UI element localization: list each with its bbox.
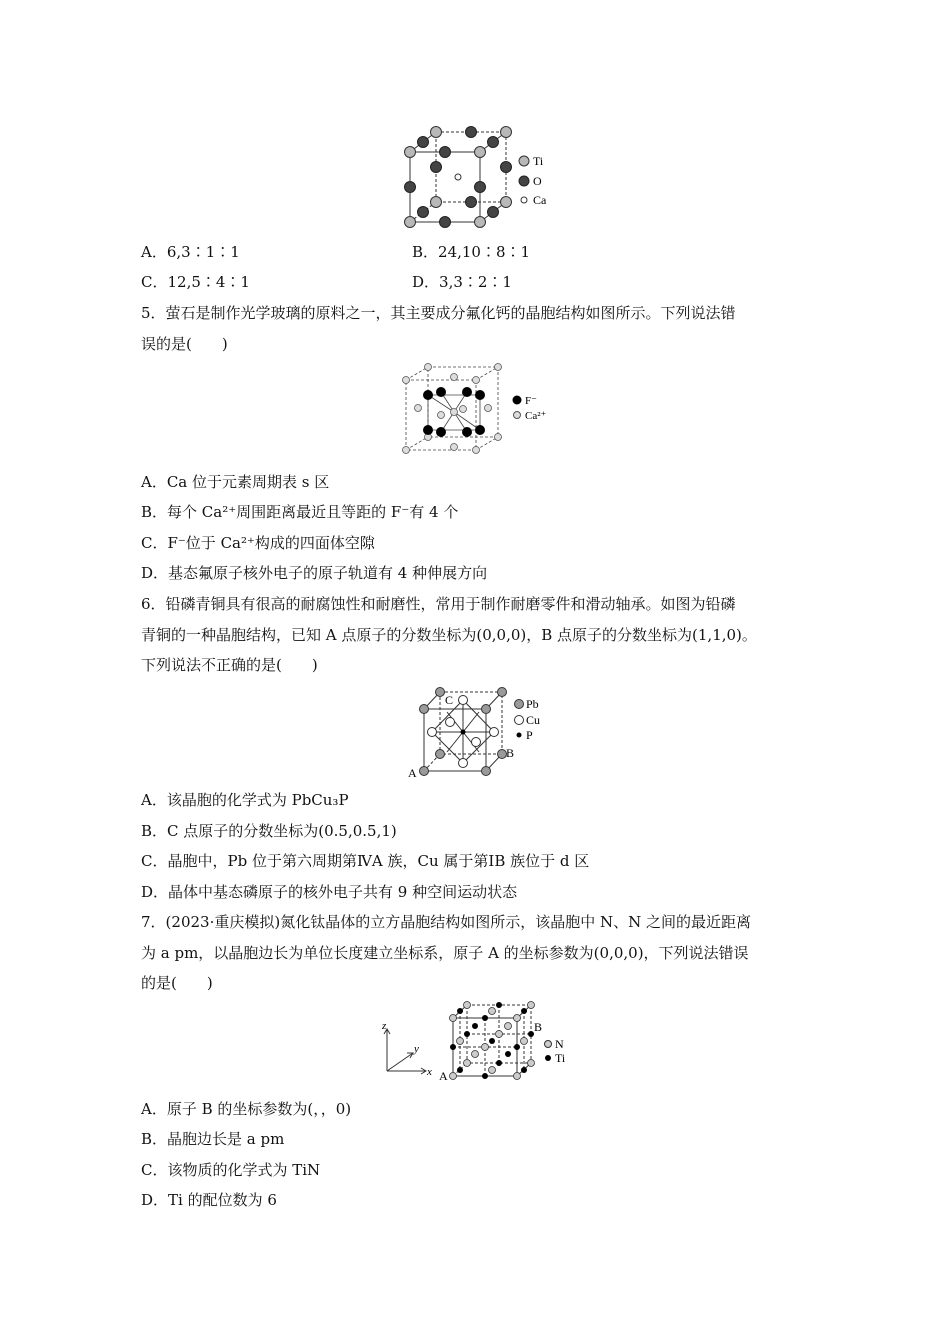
legend-cu-label: Cu [526, 713, 541, 727]
q6-stem-line2: 青铜的一种晶胞结构，已知 A 点原子的分数坐标为(0,0,0)，B 点原子的分数坐标为(1,1,0)。 [141, 626, 757, 644]
q5-crystal-figure [398, 362, 558, 462]
q4-option-a[interactable]: A．6,3∶1∶1 [141, 243, 240, 261]
q7-stem-line3: 的是( ) [141, 974, 213, 992]
q5-stem-line1: 5．萤石是制作光学玻璃的原料之一，其主要成分氟化钙的晶胞结构如图所示。下列说法错 [141, 304, 736, 322]
q4-crystal-figure [398, 122, 568, 232]
q6-option-c[interactable]: C．晶胞中，Pb 位于第六周期第ⅣA 族，Cu 属于第ⅠB 族位于 d 区 [141, 852, 590, 870]
legend-pb-marker [515, 700, 524, 709]
q6-label-b: B [506, 746, 515, 760]
q7-option-d[interactable]: D．Ti 的配位数为 6 [141, 1191, 277, 1209]
q7-crystal-figure [375, 998, 585, 1088]
legend-f-marker [513, 396, 522, 405]
q7-option-c[interactable]: C．该物质的化学式为 TiN [141, 1161, 321, 1179]
q7-option-a[interactable]: A．原子 B 的坐标参数为(，，0) [141, 1100, 352, 1118]
q7-axis-y: y [414, 1043, 419, 1055]
legend-n-marker [545, 1041, 552, 1048]
q6-option-d[interactable]: D．晶体中基态磷原子的核外电子共有 9 种空间运动状态 [141, 883, 518, 901]
legend-cu-marker [515, 716, 524, 725]
legend-p-marker [517, 733, 522, 738]
legend-ti-dot-marker [545, 1055, 551, 1061]
q7-option-b[interactable]: B．晶胞边长是 a pm [141, 1130, 285, 1148]
q5-option-a[interactable]: A．Ca 位于元素周期表 s 区 [141, 473, 330, 491]
q4-option-b[interactable]: B．24,10∶8∶1 [412, 243, 531, 261]
q5-stem-line2: 误的是( ) [141, 335, 228, 353]
q7-axis-z: z [382, 1020, 387, 1032]
legend-f-label: F⁻ [525, 395, 537, 407]
q7-stem-line1: 7．(2023·重庆模拟)氮化钛晶体的立方晶胞结构如图所示，该晶胞中 N、N 之间的最近距离 [141, 913, 751, 931]
q6-stem-line1: 6．铅磷青铜具有很高的耐腐蚀性和耐磨性，常用于制作耐磨零件和滑动轴承。如图为铅磷 [141, 595, 736, 613]
q6-label-c: C [445, 693, 454, 707]
legend-ti-dot-label: Ti [555, 1051, 566, 1065]
q6-crystal-figure [400, 682, 560, 782]
q4-option-c[interactable]: C．12,5∶4∶1 [141, 273, 250, 291]
legend-ca-label: Ca [533, 193, 547, 207]
legend-o-label: O [533, 174, 542, 188]
q6-stem-line3: 下列说法不正确的是( ) [141, 656, 318, 674]
q5-option-b[interactable]: B．每个 Ca²⁺周围距离最近且等距的 F⁻有 4 个 [141, 503, 459, 521]
q7-axis-x: x [427, 1066, 432, 1078]
legend-n-label: N [555, 1037, 564, 1051]
q7-label-a: A [439, 1069, 448, 1083]
q6-option-a[interactable]: A．该晶胞的化学式为 PbCu₃P [141, 791, 349, 809]
legend-pb-label: Pb [526, 697, 539, 711]
q4-option-d[interactable]: D．3,3∶2∶1 [412, 273, 512, 291]
q5-option-c[interactable]: C．F⁻位于 Ca²⁺构成的四面体空隙 [141, 534, 375, 552]
legend-ti-label: Ti [533, 154, 544, 168]
legend-ti-marker [519, 156, 529, 166]
legend-ca-ion-label: Ca²⁺ [525, 410, 547, 422]
q5-option-d[interactable]: D．基态氟原子核外电子的原子轨道有 4 种伸展方向 [141, 564, 488, 582]
q6-label-a: A [408, 766, 417, 780]
q6-option-b[interactable]: B．C 点原子的分数坐标为(0.5,0.5,1) [141, 822, 397, 840]
legend-ca-marker [521, 197, 527, 203]
q7-stem-line2: 为 a pm，以晶胞边长为单位长度建立坐标系，原子 A 的坐标参数为(0,0,0)，下列说法错误 [141, 944, 749, 962]
q7-label-b: B [534, 1020, 543, 1034]
legend-o-marker [519, 176, 529, 186]
legend-ca-ion-marker [514, 412, 521, 419]
legend-p-label: P [526, 728, 533, 742]
